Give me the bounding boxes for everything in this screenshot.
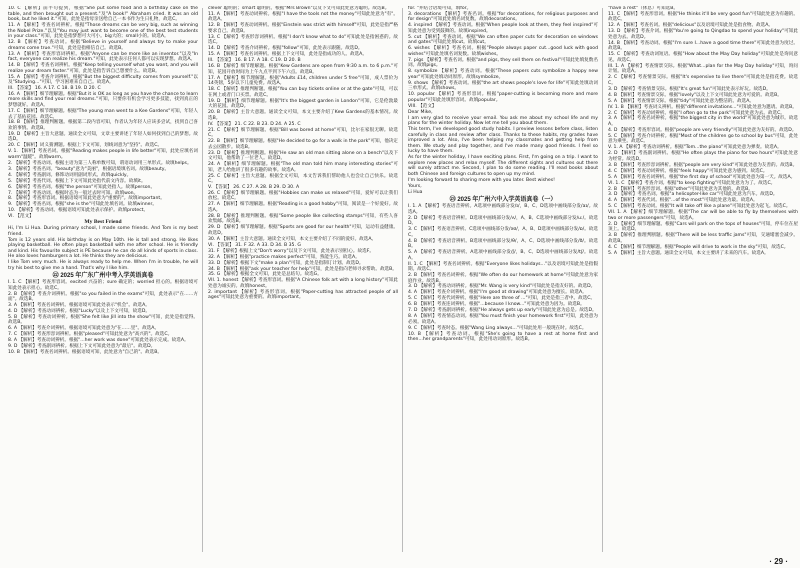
answer-paragraph: 10. 【解析】考查动词。根据语境可知此处表示保护。故填protect。 xyxy=(8,208,149,214)
answer-paragraph: 2. important 【解析】考查形容词。根据"Paper-cutting has attracted people of all ages"可知此处意为重要的。故填important。 xyxy=(208,289,398,301)
answer-paragraph: I like Tom very much. He is always ready to help me. When I'm in trouble, he will try his best to give me a hand. That's why I like him. xyxy=(8,260,198,271)
answer-paragraph: 3. A 【解析】考查名词辨析。根据"the biggest city in the world"可知此处意为城市。故选A。 xyxy=(608,116,798,128)
answer-paragraph: 15. C 【解析】考查动词短语。根据"How about the May Day holiday"可知此处是询问意见。故选C。 xyxy=(608,52,798,63)
answer-paragraph: 11. A 【解析】考查名词辨析。根据"Those dreams can be very big, such as winning the Nobel Prize."以及"You may just want to become one of the best test students in your class."可知，此处是指梦想可大可小。big大的；small小的。故选A。 xyxy=(8,23,198,40)
answer-paragraph: 5. A 【解析】考查名词辨析。根据"the first day of school"可知此处意为第一天。故选A。 xyxy=(608,174,796,180)
section-heading: ㉓ 2025 年广州六中入学英语真卷（一） xyxy=(449,196,557,203)
answer-paragraph: 6. wishes 【解析】考查名词。根据"People always paper cut...good luck with good wishes"可知此处填名词复数。故填wishes。 xyxy=(408,46,598,57)
answer-paragraph: 4. B 【解析】考查情景交际。根据"lovely"以及上下文可知此处意为可爱的。故选B。 xyxy=(608,92,782,98)
answer-paragraph: VII. 1. A 【解析】细节理解题。根据"The car will be able to fly by themselves with two or more passengers"可知，故选A。 xyxy=(608,210,798,221)
answer-paragraph: 4. C 【解析】考查动词辨析。根据"feels happy"可知此处意为感到。故选C。 xyxy=(608,168,768,174)
answer-paragraph: Li Hua xyxy=(408,189,423,195)
answer-paragraph: IV. 【答案】 21. C 22. B 23. D 24. A 25. C xyxy=(208,121,301,127)
answer-paragraph: 7. C 【解析】考查形容词辨析。根据"pleased"可知此处意为"高兴的"。故选C。 xyxy=(8,332,173,338)
answer-paragraph: 15. A 【解析】考查名词辨析。根据上下文可知，此处是指成功的人。故选A。 xyxy=(208,52,367,58)
answer-paragraph: I. 1. C 【解析】考查形容词。excited 兴奋的；sure 确定的；worried 担心的。根据语境可知此处表示担心。故选C。 xyxy=(8,280,198,291)
answer-paragraph: 6. B 【解析】考查连词辨析。根据"...because I know..."可知此处意为因为。故选B。 xyxy=(408,302,585,308)
answer-paragraph: III. 【答案】 16. A 17. C 18. B 19. D 20. C xyxy=(8,86,101,91)
answer-paragraph: 18. B 【解析】推理判断题。根据第二段内容可知，作者认为年轻人应该多尝试，找到自己喜欢的事情。故选B。 xyxy=(8,120,198,131)
answer-paragraph: As for the winter holiday, I have exciting plans. First, I'm going on a trip. I want to explore new places and relax myself. The different sights and cultures out there will surely attract me. Second, I plan to do some reading. I'll read books about both Chinese and foreign cultures to open up my mind. xyxy=(408,155,598,177)
answer-paragraph: 21. C 【解析】细节理解题。根据"Bill was bored at home"可知，比尔在家很无聊。故选C。 xyxy=(208,127,398,139)
answer-paragraph: 5. A 【解析】考查情景交际。根据"tidy"可知此处意为整洁的。故选A。 xyxy=(608,98,754,104)
answer-paragraph: 9. C 【解析】考查时态。根据"Wang Ling always..."可知此处用一般现在时。故选C。 xyxy=(408,325,587,331)
answer-paragraph: 10. popular 【解析】考查形容词。根据"paper-cutting is becoming more and more popular"可知此处填形容词。故填popular。 xyxy=(408,92,598,103)
text-column-3 xyxy=(408,6,598,554)
answer-paragraph: 18. C 【解析】推理判断题。根据"You can buy tickets online or at the gate"可知，可以在网上或者门口买票。故选C。 xyxy=(208,87,398,98)
answer-paragraph: 10. C 【解析】前半句提到，根据"She put some food and a birthday cake on the table, and then brought out a present."及"A book!" Abraham cried. It was an old book, but he liked it."可知，此处是指母亲送给自己一本书作为生日礼物，故选C。 xyxy=(8,6,198,23)
answer-paragraph: I'm looking forward to sharing more with you later. Best wishes! xyxy=(408,177,555,183)
answer-paragraph: 2. D 【解析】考查语音辨析。D选项中画线部分发/ʌ/，A、B、C选项中画线部分发/uː/。故选D。 xyxy=(408,215,598,227)
answer-paragraph: IV. 1. B 【解析】考查词义辨析。根据"different invitations..."可知此处意为邀请。故选B。 xyxy=(608,104,797,110)
answer-paragraph: 20. B 【解析】主旨大意题。通读全文可知，本文主要介绍了Kew Gardens的基本情况。故选B。 xyxy=(208,110,398,121)
answer-paragraph: 26. C 【解析】细节理解题。根据"Hobbies can make us relaxed"可知，爱好可以让我们放松。故选C。 xyxy=(208,190,398,202)
answer-paragraph: 30. A 【解析】主旨大意题。通读全文可知，本文主要介绍了不同的爱好。故选A。 xyxy=(208,236,377,242)
answer-paragraph: 23. D 【解析】推理判断题。根据"He saw an old man sitting alone on a bench"以及下文可知，他帮助了一位老人。故选D。 xyxy=(208,150,398,162)
answer-paragraph: 3. D 【解析】考查名词。根据"a helicopter-like car"可知此处意为汽车。故选D。 xyxy=(608,192,778,198)
answer-paragraph: 5. C 【解析】考查介词辨析。根据"Most of the children go to school by bus"可知，此处意为乘坐。故选C。 xyxy=(608,133,798,145)
answer-paragraph: 17. C 【解析】细节理解题。根据"The young man went to a Kee Gardens"可知，年轻人去了基佑花园。故选C。 xyxy=(8,108,198,120)
answer-paragraph: Dear Mike, xyxy=(408,109,433,115)
page-number: · 29 · xyxy=(769,557,788,566)
answer-paragraph: III. 1. A 【解析】考查情景交际。根据"What...plan for the May Day holiday"可知，询问计划。故选A。 xyxy=(608,63,798,75)
answer-paragraph: 28. B 【解析】推理判断题。根据"Some people like collecting stamps"可知，有些人喜欢集邮。故选B。 xyxy=(208,213,398,225)
answer-paragraph: 20. C 【解析】词义猜测题。根据上下文可知，划线词意为"坚持"。故选C。 xyxy=(8,143,163,149)
answer-paragraph: 17. A 【解析】细节理解题。根据"Adults £14, children under 5 free"可知，成人票价为14英镑，5岁以下儿童免费。故选A。 xyxy=(208,75,398,87)
answer-paragraph: 16. A 【解析】细节理解题。根据"But it is OK as long as you have the chance to learn more skills and find your real dreams."可知，只要你有机会学习更多技能，找到真正的梦想就好。故选A。 xyxy=(8,91,198,109)
answer-paragraph: 5. 【解析】考查代词。根据上下文可知此处指代前文内容。故填it。 xyxy=(8,178,146,184)
column-divider xyxy=(602,8,603,552)
answer-paragraph: 4. B 【解析】考查语音辨析。B选项中画线部分发/θ/，A、C、D选项中画线部分发/ð/。故选B。 xyxy=(408,238,598,250)
essay-title: My Best Friend xyxy=(84,219,122,226)
answer-paragraph: 3. A 【解析】考查名词辨析。根据语境可知此处表示"机会"。故选A。 xyxy=(8,303,150,309)
answer-paragraph: 14. B 【解析】考查动词。根据"I'm sure I...have a good time there"可知此处意为度过。故选B。 xyxy=(608,40,798,52)
answer-paragraph: 34. B 【解析】根据"ask your teacher for help"可知，此处是指向老师寻求帮助。故选B。 xyxy=(208,266,397,272)
text-column-1 xyxy=(8,6,198,554)
answer-paragraph: 32. A 【解析】根据"practice makes perfect"可知，熟能生巧。故选A。 xyxy=(208,254,360,260)
answer-paragraph: 9. shows 【解析】考查动词。根据"the art shows people's love for life"可知此处填动词三单形式。故填shows。 xyxy=(408,80,598,92)
answer-paragraph: 12. A 【解析】考查名词。根据"delicious"以及语境可知此处是指食物。故选A。 xyxy=(608,23,773,29)
answer-paragraph: I. 1. A 【解析】考查语音辨析。A选项中画线部分发/ɪ/，B、C、D选项中画线部分发/aɪ/。故选A。 xyxy=(408,204,598,215)
answer-paragraph: 7. 【解析】考查动词。根据时态为一般过去时可知。故填won。 xyxy=(8,190,139,196)
answer-paragraph: 35. G 【解析】根据全文可知，此处是总结句。故选G。 xyxy=(208,272,322,278)
answer-paragraph: 3. 【解析】考查名词。"beauty"意为"美丽"，根据语境填名词。故填beauty。 xyxy=(8,166,170,172)
answer-paragraph: 7. pigs 【解析】考查名词。根据"and pigs, they sell them on festival"可知此处填复数名词。故填pigs。 xyxy=(408,57,598,69)
answer-paragraph: 19. D 【解析】细节理解题。根据"It's the biggest garden in London"可知，它是伦敦最大的花园。故选D。 xyxy=(208,98,398,110)
answer-paragraph: 2. C 【解析】考查情景交际。根据"It's expensive to live there"可知此处是指花费。故选C。 xyxy=(608,75,798,86)
answer-paragraph: VIII. 【范文】 xyxy=(408,103,437,109)
answer-paragraph: 12. B 【解析】考查动词辨析。根据"Einstein was strict with himself"可知，此处是指严格要求自己。故选B。 xyxy=(208,23,398,34)
answer-paragraph: 4. A 【解析】考查介词辨析。根据"I'm good at drawing"可知此处意为擅长。故选A。 xyxy=(408,290,587,296)
answer-paragraph: clever 聪明的；smart 聪明的。根据"Mrs Brown"以及下文可知此处意为聪明。故选B。 xyxy=(208,6,390,11)
answer-paragraph: 19. D 【解析】主旨大意题。通读全文可知，文章主要讲述了年轻人如何找到自己的梦想。故选D。 xyxy=(8,131,198,143)
answer-paragraph: 31. F 【解析】根据上文"Don't worry"以及下文可知，此处表示别担心。故选F。 xyxy=(208,248,374,254)
answer-paragraph: 2. B 【解析】考查名词辨析。根据"We often do our homework at home"可知此处意为家庭作业。故选B。 xyxy=(408,272,598,284)
answer-paragraph: 3. D 【解析】考查情景交际。根据"It's great fun"可知此处表示好玩。故选D。 xyxy=(608,86,771,92)
answer-paragraph: 3. B 【解析】推理判断题。根据"There will be less traffic jams"可知，交通堵塞会减少。故选B。 xyxy=(608,233,798,244)
answer-paragraph: 2. 【解析】考查动词。根据主语为第三人称单数可知，谓语动词用三单形式。故填helps。 xyxy=(8,160,192,166)
answer-paragraph: 4. A 【解析】考查代词。根据"...of the most"可知此处意为最。故选A。 xyxy=(608,198,758,204)
answer-paragraph: 14. B 【解析】考查名词辨析。根据"Keep telling yourself what you want, and you will realize your dream faster."可知，此处是指告诉自己想要什么。故选B。 xyxy=(8,63,198,74)
answer-paragraph: 9. D 【解析】考查副词辨析。根据上下文可知此处意为"最后"。故选D。 xyxy=(8,344,156,350)
answer-paragraph: 16. B 【解析】细节理解题。根据"Kew Gardens are open from 9:30 a.m. to 6 p.m."可知，花园开放时间为上午九点半到下午六点。故选B。 xyxy=(208,64,398,75)
answer-paragraph: 8. symbolize 【解析】考查动词。根据"These papers cuts symbolize a happy new year"可知此处填动词原形。故填symbolize。 xyxy=(408,69,598,80)
answer-paragraph: 3. D 【解析】考查动词辨析。根据"Mr. Wang is very kind"可知此处是指友好的。故选D。 xyxy=(408,284,596,290)
answer-paragraph: 4. C 【解析】细节理解题。根据"People will drive to work in the sky"可知，故选C。 xyxy=(608,244,789,250)
answer-paragraph: "have a rest"（休息）可知选B。 xyxy=(608,6,678,11)
answer-paragraph: 2. D 【解析】细节理解题。根据"Cars will park on the tops of houses"可知，停车位在屋顶上。故选D。 xyxy=(608,221,798,233)
answer-paragraph: 25. C 【解析】主旨大意题。根据全文可知，本文告诉我们帮助他人也会让自己快乐。故选C。 xyxy=(208,173,398,185)
answer-paragraph: VI. 1. C 【解析】考查介词。根据"to keep fighting"可知此处意为为了。故选C。 xyxy=(608,180,776,186)
answer-paragraph: 5. C 【解析】考查代词辨析。根据"Here are three of ..."可知，此处是指三者中。故选C。 xyxy=(408,296,596,302)
answer-paragraph: 5. A 【解析】考查语音辨析。A选项中画线部分发/ʃ/，B、C、D选项中画线部分发/tʃ/。故选A。 xyxy=(408,250,598,261)
answer-paragraph: 13. D 【解析】考查介词。根据"You're going to Qingdao to spend your holiday"可知此处意为去。故选D。 xyxy=(608,29,798,40)
answer-paragraph: 4. D 【解析】考查形容词。根据"people are very friendly"可知此处意为友好的。故选D。 xyxy=(608,127,797,133)
answer-paragraph: for. "并结合语境可知，填for。 xyxy=(408,6,472,11)
answer-paragraph: 3. C 【解析】考查语音辨析。C选项中画线部分发/əʊ/，A、B、D选项中画线部分发/ɒ/。故选C。 xyxy=(408,227,598,238)
column-divider xyxy=(202,8,203,552)
answer-paragraph: V. 【答案】 26. C 27. A 28. B 29. D 30. A xyxy=(208,184,300,190)
answer-paragraph: 11. A 【解析】考查动词辨析。根据"I have the tools not the money"可知此处意为"有"。故选A。 xyxy=(208,11,398,23)
answer-paragraph: 29. D 【解析】细节理解题。根据"Sports are good for our health"可知，运动有益健康。故选D。 xyxy=(208,225,398,236)
answer-paragraph: 2. C 【解析】考查动词辨析。根据"I often go to the park"可知此处意为去。故选C。 xyxy=(608,110,785,116)
text-column-4 xyxy=(608,6,798,554)
answer-paragraph: V. 1. A 【解析】考查动词辨析。根据"Tom...the piano"可知此处意为弹奏。故选A。 xyxy=(608,145,782,151)
answer-paragraph: III. 【答案】 16. B 17. A 18. C 19. D 20. B xyxy=(208,58,301,64)
answer-paragraph: 10. B 【解析】考查名词辨析。根据语境可知，此处意为"自己的"。故选B。 xyxy=(8,350,162,356)
answer-paragraph: 13. C 【解析】考查形容词辨析。根据"I don't know what to do"可知此处是指困惑的。故选C。 xyxy=(208,34,398,46)
column-divider xyxy=(402,8,403,552)
answer-paragraph: V. 1. 【解析】考查名词。根据"Reading makes people in life better"可知，此处应填名词warm"温暖"。故填warm。 xyxy=(8,149,198,160)
answer-paragraph: 3. B 【解析】考查形容词辨析。根据"people are very kind"可知此处意为友善的。故选B。 xyxy=(608,162,798,168)
answer-paragraph: This term, I've developed good study habits. I preview lessons before class, listen carefully in class and review after class. Thanks to these habits, my grades have improved a lot. Also, I've been helping my classmates and getting help from them. We study and play together, and I've made many good friends. I feel so lucky to have them. xyxy=(408,127,598,155)
answer-paragraph: 22. B 【解析】细节理解题。根据"He decided to go for a walk in the park"可知，他决定去公园散步。故选B。 xyxy=(208,139,398,150)
answer-paragraph: 6. 【解析】考查名词。根据"the person"可知此处指人。故填person。 xyxy=(8,184,156,190)
answer-paragraph: 12. B 【解析】考查动词。根据"Believe in yourself and always try to make your dreams come true."可知，此处是指相信自己。故选B。 xyxy=(8,40,198,51)
answer-paragraph: 2. B 【解析】考查形容词。根据"other"可知此处意为其他的。故选B。 xyxy=(608,186,753,192)
answer-paragraph: 14. D 【解析】考查介词辨析。根据"follow"可知，此处表示跟随。故选D。 xyxy=(208,46,363,52)
answer-paragraph: 2. D 【解析】考查副词辨析。根据"He often plays the piano for two hours"可知此处意为经常。故选D。 xyxy=(608,151,798,162)
text-column-2 xyxy=(208,6,398,554)
answer-paragraph: 24. A 【解析】细节理解题。根据"The old man told him many interesting stories"可知，老人给他讲了很多有趣的故事。故选A。 xyxy=(208,162,398,173)
answer-paragraph: 4. 【解析】考查副词。修饰动词用副词形式。故填quickly。 xyxy=(8,172,132,178)
answer-paragraph: 8. A 【解析】考查情态动词。根据"You must finish your homework first"可知，此处意为必须。故选A。 xyxy=(408,314,598,325)
answer-paragraph: 10. B 【解析】考查动词。根据"She's going to have a rest at home first and then...her grandparents"可知，此处用动词原形。故选B。 xyxy=(408,331,598,343)
answer-paragraph: 4. D 【解析】考查动词辨析。根据"Lucky"以及上下文可知，故选D。 xyxy=(8,309,150,314)
answer-paragraph: 27. A 【解析】细节理解题。根据"Reading is a good hobby"可知，阅读是一个好爱好。故选A。 xyxy=(208,202,398,213)
answer-paragraph: Yours, xyxy=(408,183,422,189)
section-heading: ㉒ 2025 年广东广州中考入学英语真卷 xyxy=(52,272,154,279)
answer-paragraph: 5. cut 【解析】考查动词。根据"We can often paper cuts for decoration on windows and gates"可知此处填cut。故填cut。 xyxy=(408,34,598,46)
answer-paragraph: VI. 【范文】 xyxy=(8,214,34,220)
answer-paragraph: 5. A 【解析】主旨大意题。通读全文可知，本文主要讲了未来的汽车。故选A。 xyxy=(608,250,769,256)
answer-paragraph: Tom is 12 years old. His birthday is on May 10th. He is tall and strong. He likes playing basketball. He often plays basketball with me after school. He is friendly and kind. His favourite subject is PE because he can do all kinds of sports in class. He also loves hamburgers a lot. He thinks they are delicious. xyxy=(8,237,198,260)
answer-paragraph: 3. decorations 【解析】考查名词。根据"for decorations, for religious purposes and for design"可知此处填名词复数。故填decorations。 xyxy=(408,11,598,23)
answer-paragraph: 8. A 【解析】考查动词辨析。根据"...her work was done"可知此处表示完成。故选A。 xyxy=(8,338,189,344)
answer-paragraph: I am very glad to receive your email. You ask me about my school life and my plans for the winter holiday. Now let me tell you about them. xyxy=(408,115,598,127)
answer-paragraph: 11. C 【解析】考查形容词。根据"He thinks it'll be very good fun"可知此处意为有趣的。故选C。 xyxy=(608,11,798,23)
answer-paragraph: VI. 【答案】 31. F 32. A 33. D 34. B 35. G xyxy=(208,242,301,248)
answer-paragraph: 33. D 【解析】根据下文"make a plan"可知，此处是指制订计划。故选D。 xyxy=(208,260,364,266)
answer-paragraph: 9. 【解析】考查名词。根据"she is the"可知此处填名词。故填winner。 xyxy=(8,202,157,208)
answer-paragraph: 4. inspired 【解析】考查动词。根据"When people look at them, they feel inspired"可知此处意为受到鼓舞的。故填inspired。 xyxy=(408,23,598,34)
answer-paragraph: 5. C 【解析】考查动词。根据"It will take off like a plane"可知此处意为起飞。故选C。 xyxy=(608,204,791,210)
answer-paragraph: VII. 1. honest 【解析】考查形容词。根据"A Chinese folk art with a long history"可知此处意为诚实的。故填honest。 xyxy=(208,278,398,289)
answer-paragraph: 13. A 【解析】考查形容词辨析。根据"Anyone can be more like an inventor."以及"In fact, everyone can realize his dream."可知，此处表示任何人都可以实现梦想。故选A。 xyxy=(8,51,198,63)
answer-paragraph: 5. B 【解析】考查动词辨析。根据"She felt like Jill into the show"可知，此处是指觉得。故选B。 xyxy=(8,314,198,326)
answer-paragraph: II. 1. C 【解析】考查名词辨析。根据"Everyone likes holidays..."以及语境可知此处是指假期。故选C。 xyxy=(408,261,598,273)
answer-paragraph: 7. D 【解析】考查副词辨析。根据"He always gets up early"可知此处意为总是。故选D。 xyxy=(408,308,597,314)
answer-paragraph: 2. B 【解析】考查介词辨析。根据"so you failed in the exams"可知，此处表示"在……方面"。故选B。 xyxy=(8,291,198,303)
answer-paragraph: 8. 【解析】考查形容词。根据语境可知此处意为"重要的"。故填important。 xyxy=(8,196,165,202)
answer-paragraph: 6. A 【解析】考查介词辨析。根据语境可知此处意为"在……里"。故选A。 xyxy=(8,326,160,332)
answer-paragraph: Hi, I'm Li Hua. During primary school, I made some friends. And Tom is my best friend. xyxy=(8,226,198,237)
answer-paragraph: 15. A 【解析】考查介词辨析。根据"But the biggest difficulty comes from yourself."以及"Studying..."可知，学习困难来自自己。故选A。 xyxy=(8,74,198,86)
